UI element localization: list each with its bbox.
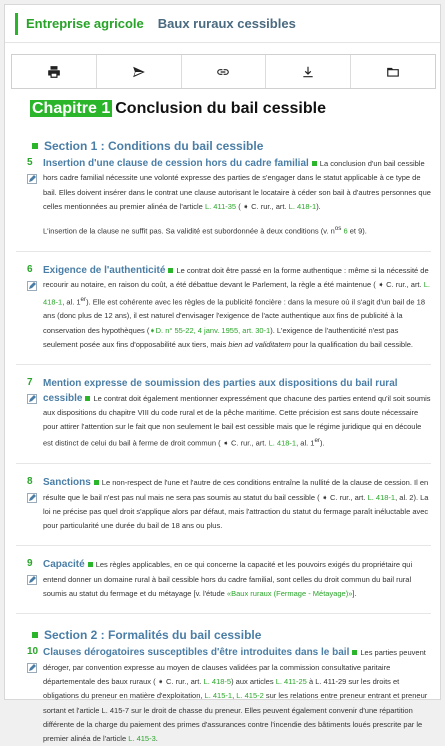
divider	[16, 364, 431, 365]
article-5	[5, 157, 442, 239]
topbar-accent	[15, 13, 18, 35]
article-9	[5, 558, 442, 601]
download-button[interactable]	[266, 55, 351, 88]
article-number: 5	[27, 157, 33, 168]
article-bullet	[312, 161, 317, 166]
edit-icon[interactable]	[27, 278, 37, 288]
article-number: 9	[27, 558, 33, 570]
divider	[16, 251, 431, 252]
article-heading: Exigence de l'authenticité	[43, 264, 166, 276]
chapter-number: Chapitre 1	[32, 100, 111, 117]
law-link[interactable]: L. 411-35	[204, 201, 237, 211]
divider	[16, 613, 431, 614]
toolbar	[11, 54, 436, 89]
article-heading: Capacité	[43, 559, 85, 571]
article-heading: Sanctions	[43, 477, 91, 489]
article-body: Sanctions Le non-respect de l'une et l'autre de ces conditions entraîne la nullité de la clause de cession. Il en résulte que le bail n'est pas nul mais ne sera pas soumis au statut du bail cessible ( ➧ C. rur., art. L. 418-1, al. 2). La loi ne précise pas quel droit s'applique alors par défaut, mais l'attraction du statut du fermage paraît inéluctable avec pour particularité une durée du bail de 18 ans ou plus.	[43, 477, 429, 531]
send-button[interactable]	[97, 55, 182, 88]
law-link[interactable]: L. 418-1	[268, 438, 297, 448]
article-bullet	[94, 480, 99, 485]
article-bullet	[85, 396, 90, 401]
download-icon	[301, 65, 315, 79]
law-link[interactable]: L. 418-1	[367, 492, 396, 502]
print-icon	[47, 65, 61, 79]
article-10	[5, 646, 442, 746]
law-link[interactable]: L. 418-1	[288, 201, 317, 211]
print-button[interactable]	[12, 55, 97, 88]
article-8	[5, 476, 442, 533]
law-link[interactable]: L. 415-1	[204, 691, 233, 701]
chapter-title: Conclusion du bail cessible	[115, 100, 326, 117]
article-body: Clauses dérogatoires susceptibles d'être introduites dans le bail Les parties peuvent déroger, par convention expresse au moyen de clauses validées par la commission consultative paritaire départementale des baux ruraux ( ➧ C. rur., art. L. 418-5) aux articles L. 411-25 à L. 411-29 sur les droits et obligations du preneur en matière d'exploitation, L. 415-1, L. 415-2 sur les relations entre preneur entrant et preneur sortant et l'article L. 415-7 sur le droit de chasse du preneur. Elles peuvent également convenir d'une répartition différente de la charge du paiement des primes d'assurances contre l'incendie des bâtiments loués prescrite par le premier alinéa de l'article L. 415-3.	[43, 647, 428, 744]
article-heading: Mention expresse de soumission des parties aux dispositions du bail rural cessible	[43, 378, 398, 404]
edit-icon[interactable]	[27, 391, 37, 401]
law-link[interactable]: L. 418-1	[43, 280, 430, 307]
topbar-subtitle[interactable]: Baux ruraux cessibles	[157, 16, 296, 31]
article-7	[5, 377, 442, 451]
law-link[interactable]: L. 411-25	[275, 676, 307, 686]
article-body: Mention expresse de soumission des parties aux dispositions du bail rural cessible Le contrat doit également mentionner expressément que chacune des parties entend qu'il soit soumis aux dispositions du chapitre VIII du code rural et de la pêche maritime. Cette précision est sans doute nécessaire pour attirer l'attention sur le fait que non seulement le bail est cessible mais que le régime juridique qui en découle est distinct de celui du bail à ferme de droit commun ( ➧ C. rur., art. L. 418-1, al. 1er).	[43, 378, 431, 448]
folder-button[interactable]	[351, 55, 435, 88]
folder-icon	[386, 65, 400, 79]
study-link[interactable]: «Baux ruraux (Fermage - Métayage)»	[226, 589, 353, 599]
article-body-2: L'insertion de la clause ne suffit pas. Sa validité est subordonnée à deux conditions (v. $n^{os}$ 6 et 9).	[43, 225, 367, 236]
section-title: Section 1 : Conditions du bail cessible	[44, 139, 264, 153]
article-bullet	[168, 268, 173, 273]
send-icon	[132, 65, 146, 79]
law-link[interactable]: L. 418-5	[203, 676, 232, 686]
decree-link[interactable]: ➧D. n° 55-22, 4 janv. 1955, art. 30-1	[149, 325, 271, 335]
link-icon	[216, 65, 230, 79]
article-6	[5, 264, 442, 352]
divider	[16, 463, 431, 464]
law-link[interactable]: L. 415-2	[236, 691, 264, 701]
edit-icon[interactable]	[27, 660, 37, 670]
section-bullet	[32, 632, 38, 638]
article-link[interactable]: 6	[343, 226, 348, 236]
section-title: Section 2 : Formalités du bail cessible	[44, 628, 262, 643]
article-number: 10	[27, 646, 39, 658]
content	[5, 99, 442, 746]
section-2-heading	[32, 628, 442, 642]
chapter-heading	[30, 99, 442, 119]
article-heading: Clauses dérogatoires susceptibles d'être introduites dans le bail	[43, 647, 350, 659]
link-button[interactable]	[182, 55, 267, 88]
section-1-heading	[32, 139, 442, 153]
article-bullet	[352, 650, 357, 655]
article-body: Exigence de l'authenticité Le contrat doit être passé en la forme authentique : même si la nécessité de recourir au notaire, en raison du coût, a été débattue devant le Parlement, la règle a été maintenue ( ➧ C. rur., art. L. 418-1, al. 1er). Elle est cohérente avec les règles de la publicité foncière : dans la mesure où il s'agit d'un bail de 18 ans (donc plus de 12 ans), il est naturel d'envisager l'exigence de l'acte authentique aux fins de publicité à la conservation des hypothèques (➧D. n° 55-22, 4 janv. 1955, art. 30-1). L'exigence de l'authenticité n'est pas seulement posée aux fins d'opposabilité aux tiers, mais bien ad validitatem pour la qualification du bail cessible.	[43, 264, 430, 349]
divider	[16, 545, 431, 546]
article-body: Capacité Les règles applicables, en ce qui concerne la capacité et les pouvoirs exigés du propriétaire qui entend donner un domaine rural à bail cessible hors du cadre familial, sont celles du droit commun du bail rural soumis au statut du fermage et du métayage [v. l'étude «Baux ruraux (Fermage - Métayage)»].	[43, 559, 413, 599]
article-heading: Insertion d'une clause de cession hors du cadre familial	[43, 158, 309, 169]
edit-icon[interactable]	[27, 490, 37, 500]
topbar	[5, 5, 440, 43]
article-body: Insertion d'une clause de cession hors du cadre familial La conclusion d'un bail cessible hors cadre familial nécessite une volonté expresse des parties de s'engager dans le statut applicable à ce type de bail. Elles doivent insérer dans le contrat une clause autorisant le locataire à céder son bail à d'autres personnes que celles mentionnées au premier alinéa de l'article L. 411-35 ( ➧ C. rur., art. L. 418-1).	[43, 158, 431, 211]
edit-icon[interactable]	[27, 572, 37, 582]
topbar-title[interactable]: Entreprise agricole	[26, 16, 144, 31]
section-bullet	[32, 143, 38, 149]
article-bullet	[88, 562, 93, 567]
article-number: 6	[27, 263, 33, 275]
law-link[interactable]: L. 415-3	[128, 734, 156, 744]
article-number: 7	[27, 377, 33, 389]
article-number: 8	[27, 476, 33, 488]
document-page	[4, 4, 441, 744]
edit-icon[interactable]	[27, 171, 37, 181]
